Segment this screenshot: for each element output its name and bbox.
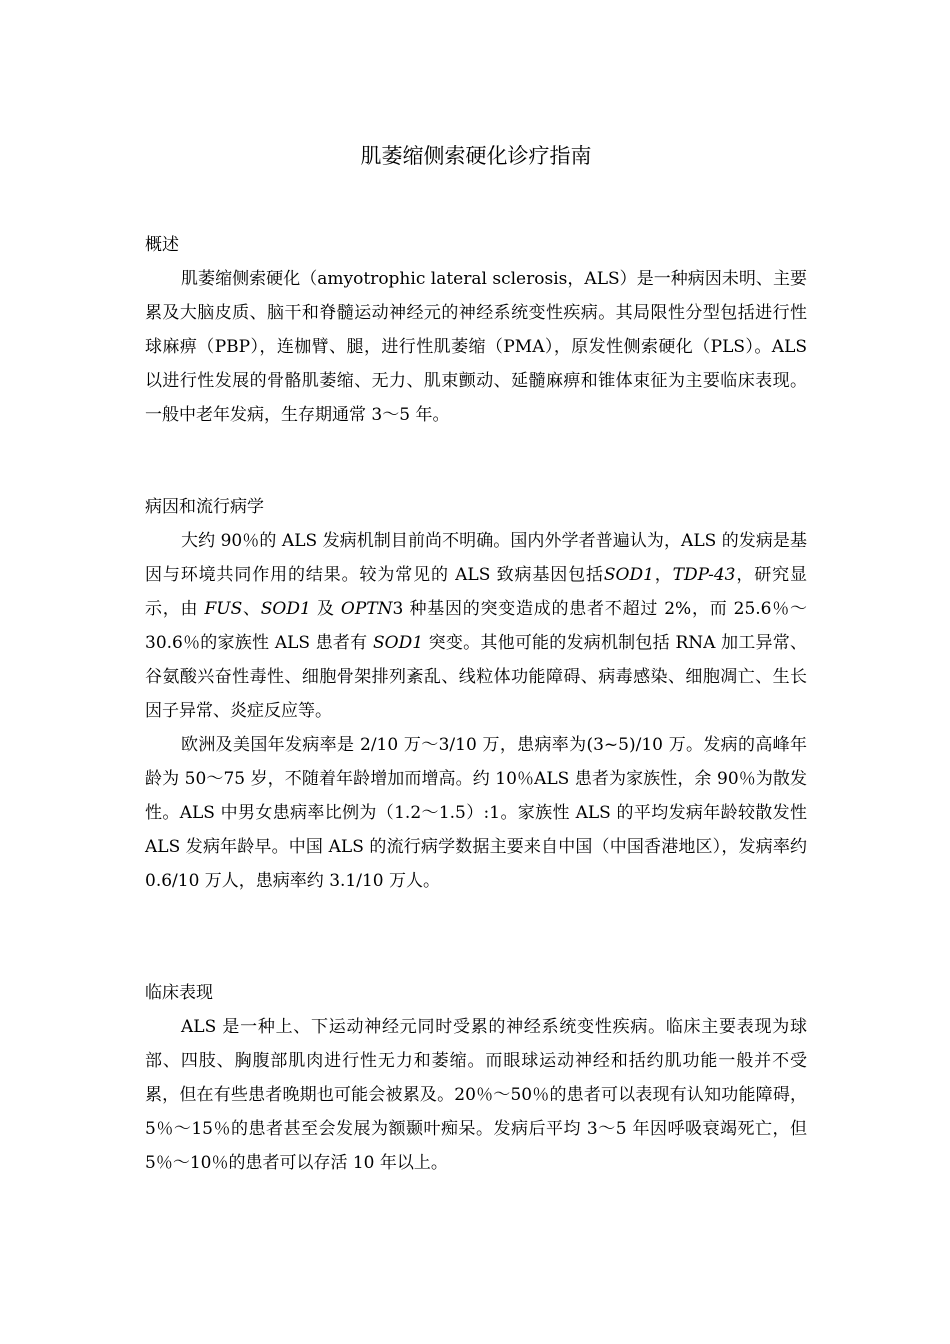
gene-name: SOD1 — [603, 565, 654, 585]
section-heading-etiology: 病因和流行病学 — [145, 497, 264, 517]
paragraph-epidemiology: 欧洲及美国年发病率是 2/10 万～3/10 万，患病率为(3~5)/10 万。发病的高峰年龄为 50～75 岁，不随着年龄增加而增高。约 10％ALS 患者为家族性，余 90％为散发性。ALS 中男女患病率比例为（1.2～1.5）:1。家族性 ALS 的平均发病年龄较散发性 ALS 发病年龄早。中国 ALS 的流行病学数据主要来自中国（中国香港地区），发病率约 0.6/10 万人，患病率约 3.1/10 万人。 — [145, 735, 807, 891]
document-title: 肌萎缩侧索硬化诊疗指南 — [360, 144, 592, 168]
gene-name: FUS — [204, 599, 243, 619]
gene-name: OPTN — [340, 599, 393, 619]
text-run: 突变。其他可能的发病机制包括 RNA 加工异常、谷氨酸兴奋性毒性、细胞骨架排列紊乱、线粒体功能障碍、病毒感染、细胞凋亡、生长因子异常、炎症反应等。 — [145, 633, 807, 721]
paragraph-overview: 肌萎缩侧索硬化（amyotrophic lateral sclerosis，ALS）是一种病因未明、主要累及大脑皮质、脑干和脊髓运动神经元的神经系统变性疾病。其局限性分型包括进行性球麻痹（PBP），连枷臂、腿，进行性肌萎缩（PMA），原发性侧索硬化（PLS）。ALS 以进行性发展的骨骼肌萎缩、无力、肌束颤动、延髓麻痹和锥体束征为主要临床表现。一般中老年发病，生存期通常 3～5 年。 — [145, 269, 807, 425]
section-clinical-manifestations — [145, 976, 807, 1180]
text-run: 、 — [242, 599, 261, 619]
text-run: ， — [653, 565, 673, 585]
section-heading-clinical: 临床表现 — [145, 983, 213, 1003]
section-heading-overview: 概述 — [145, 235, 179, 255]
section-overview — [145, 228, 807, 432]
paragraph-clinical: ALS 是一种上、下运动神经元同时受累的神经系统变性疾病。临床主要表现为球部、四肢、胸腹部肌肉进行性无力和萎缩。而眼球运动神经和括约肌功能一般并不受累，但在有些患者晚期也可能会被累及。20％～50％的患者可以表现有认知功能障碍，5％～15％的患者甚至会发展为额颞叶痴呆。发病后平均 3～5 年因呼吸衰竭死亡，但 5％～10％的患者可以存活 10 年以上。 — [145, 1017, 807, 1173]
text-run: 及 — [310, 599, 341, 619]
gene-name: TDP-43 — [672, 565, 736, 585]
text-run: 3 种基因的突变造成的患者不超过 2%，而 25.6％～30.6％的家族性 ALS 患者有 — [145, 599, 808, 653]
section-etiology-epidemiology — [145, 490, 807, 898]
text-run: 大约 90％的 ALS 发病机制目前尚不明确。国内外学者普遍认为，ALS 的发病是基因与环境共同作用的结果。较为常见的 ALS 致病基因包括 — [145, 531, 807, 585]
paragraph-etiology — [145, 524, 807, 728]
text-run: ，研究显示，由 — [145, 565, 807, 619]
gene-name: SOD1 — [373, 633, 424, 653]
gene-name: SOD1 — [260, 599, 311, 619]
